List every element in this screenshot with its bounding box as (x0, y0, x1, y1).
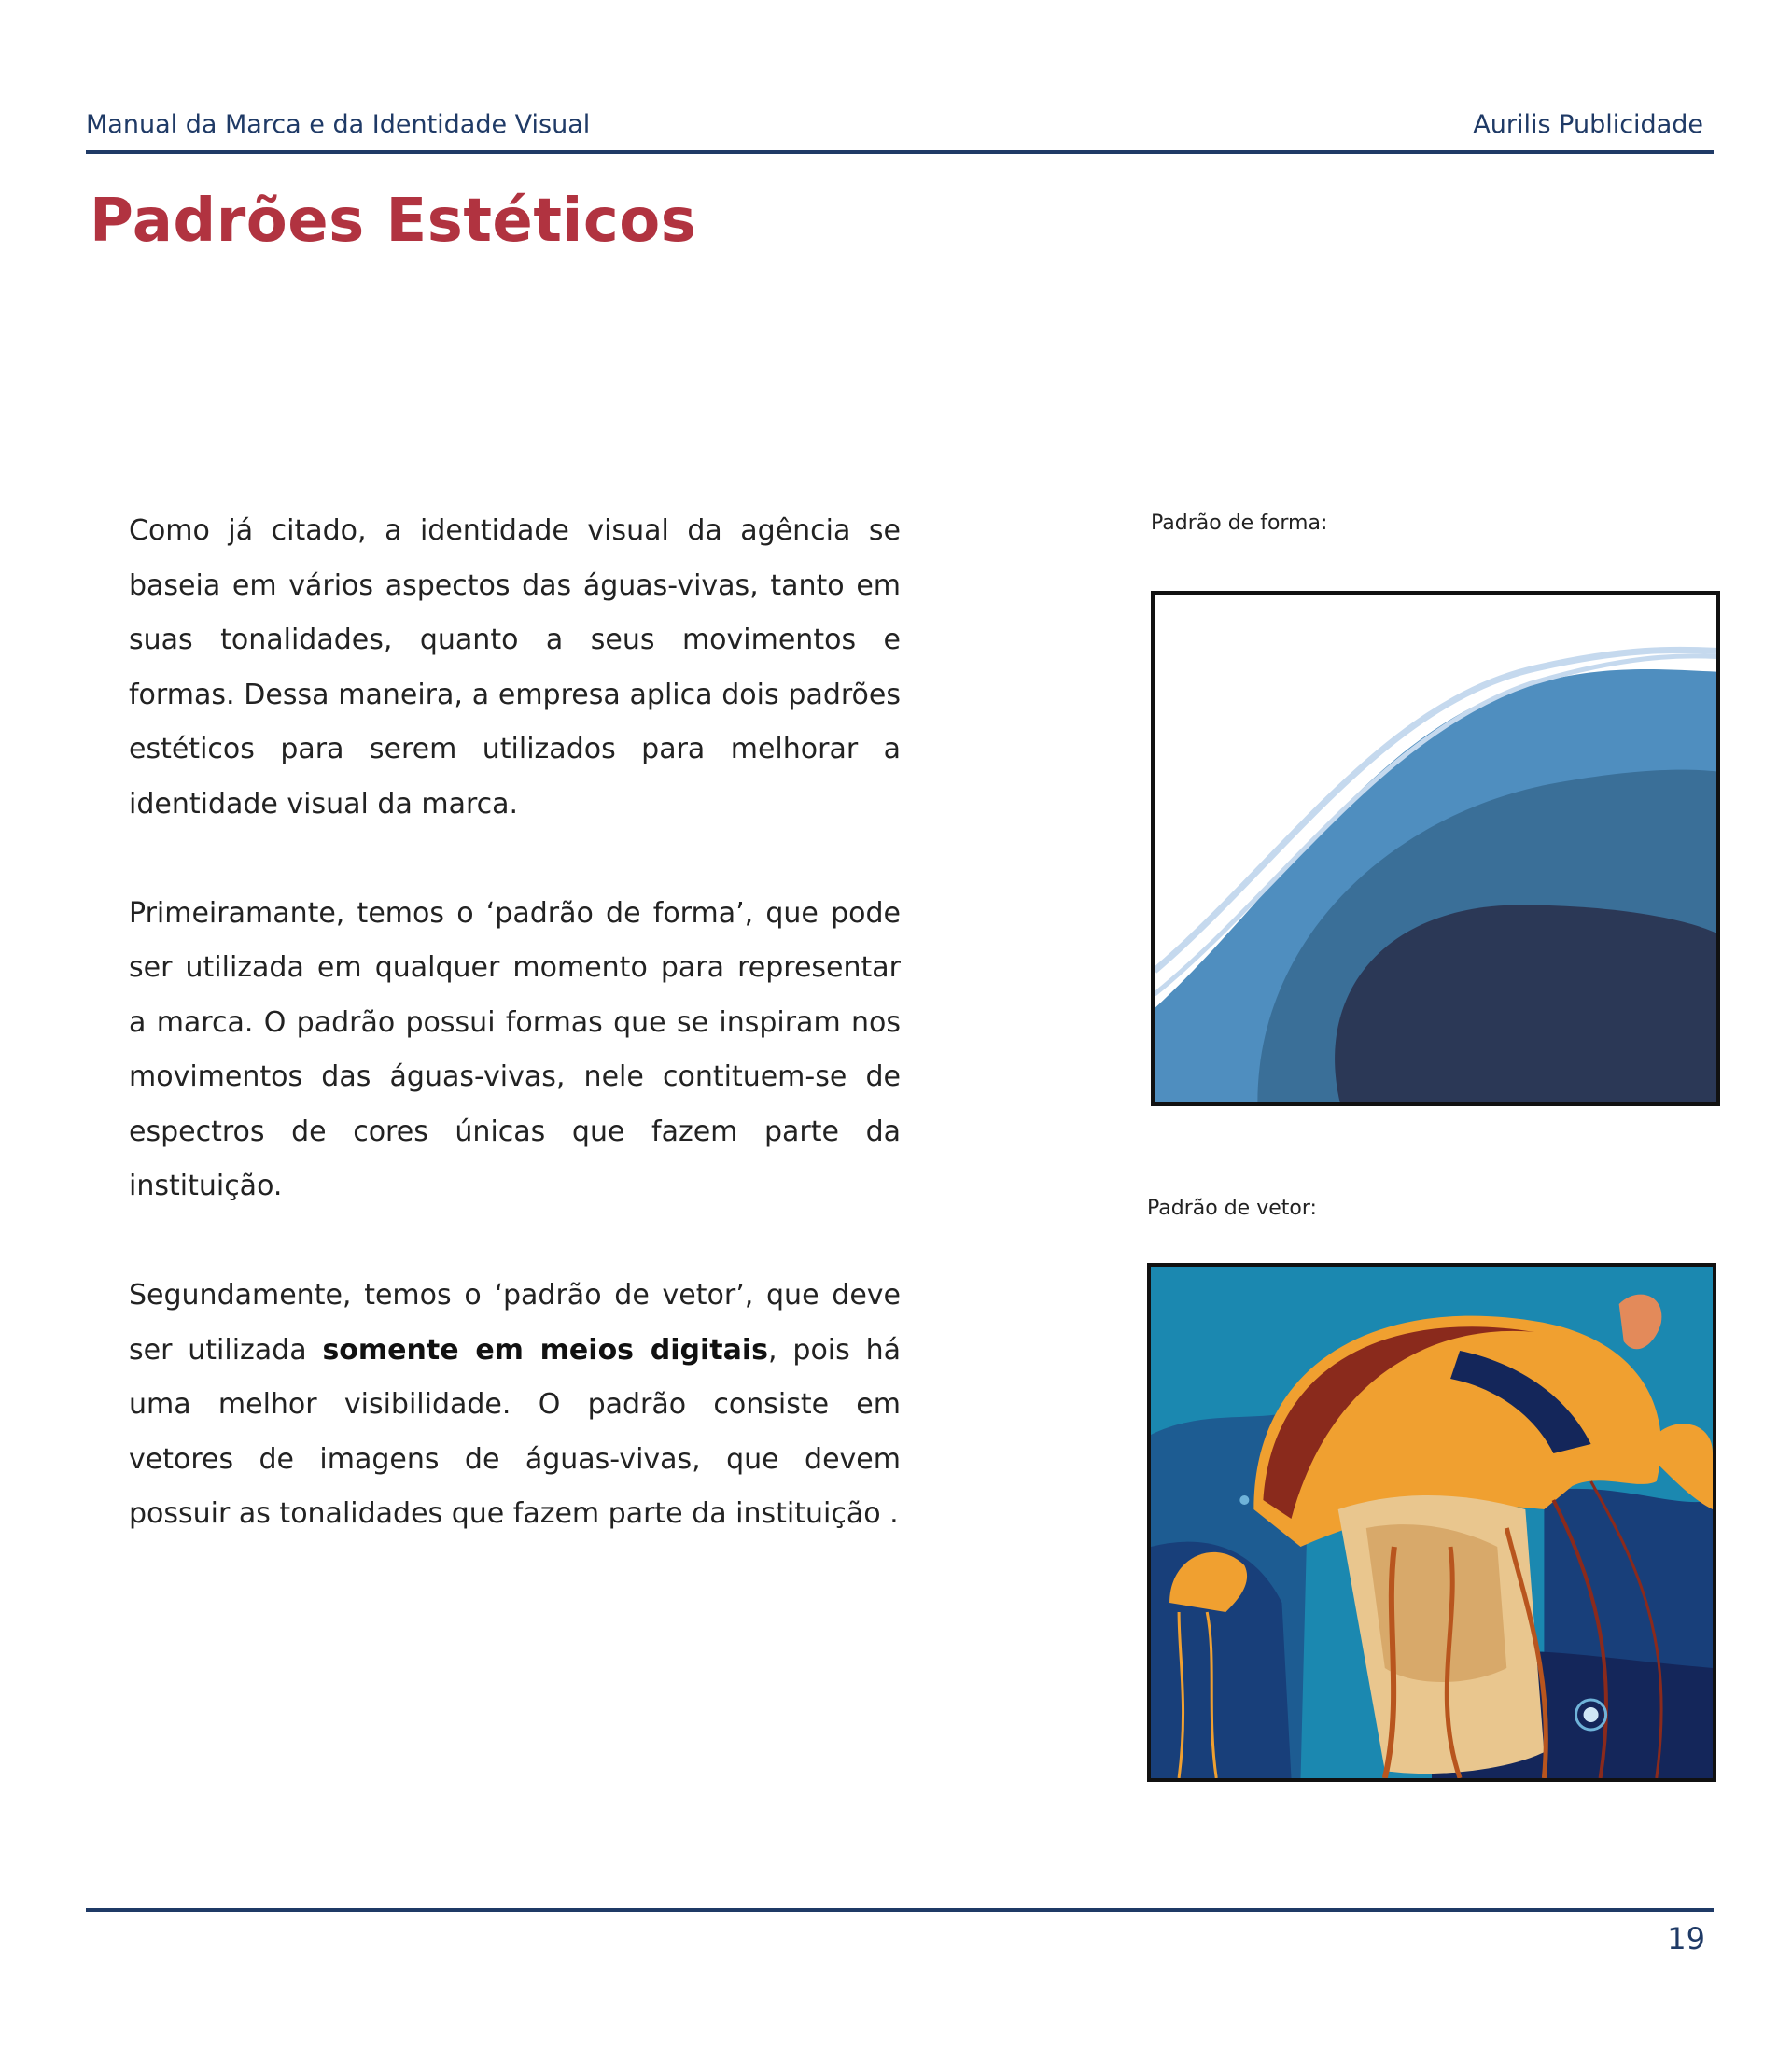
digital-only-emphasis: somente em meios digitais (322, 1333, 769, 1367)
header-divider (86, 150, 1714, 154)
footer-divider (86, 1908, 1714, 1912)
paragraph-vetor-start: Segundamente, temos o ‘padrão de vetor’, que deve ser utilizada (129, 1279, 901, 1367)
paragraph-vetor-end: , pois há uma melhor visibilidade. O padrão consiste em vetores de imagens de águas-vivas, que devem possuir as tonalidades que fazem parte da instituição . (129, 1333, 902, 1530)
document-title-header: Manual da Marca e da Identidade Visual (86, 110, 591, 139)
padrao-forma-image (1151, 591, 1720, 1106)
page-number: 19 (1667, 1921, 1705, 1957)
paragraph-padrao-vetor (129, 1269, 901, 1542)
padrao-vetor-caption: Padrão de vetor: (1147, 1197, 1317, 1220)
paragraph-padrao-forma: Primeiramante, temos o ‘padrão de forma’, que pode ser utilizada em qualquer momento para representar a marca. O padrão possui formas que se inspiram nos movimentos das águas-vivas, nele contituem-se de espectros de cores únicas que fazem parte da instituição. (129, 896, 901, 1202)
company-name-header: Aurilis Publicidade (1473, 110, 1703, 139)
padrao-forma-caption: Padrão de forma: (1151, 512, 1328, 535)
jellyfish-vector-graphic (1151, 1267, 1713, 1778)
wave-pattern-graphic (1155, 595, 1716, 1102)
page-title: Padrões Estéticos (90, 187, 697, 256)
paragraph-intro: Como já citado, a identidade visual da agência se baseia em vários aspectos das águas-vivas, tanto em suas tonalidades, quanto a seus movimentos e formas. Dessa maneira, a empresa aplica dois padrões estéticos para serem utilizados para melhorar a identidade visual da marca. (129, 514, 901, 821)
padrao-vetor-image (1147, 1263, 1716, 1782)
body-text (129, 504, 901, 1542)
